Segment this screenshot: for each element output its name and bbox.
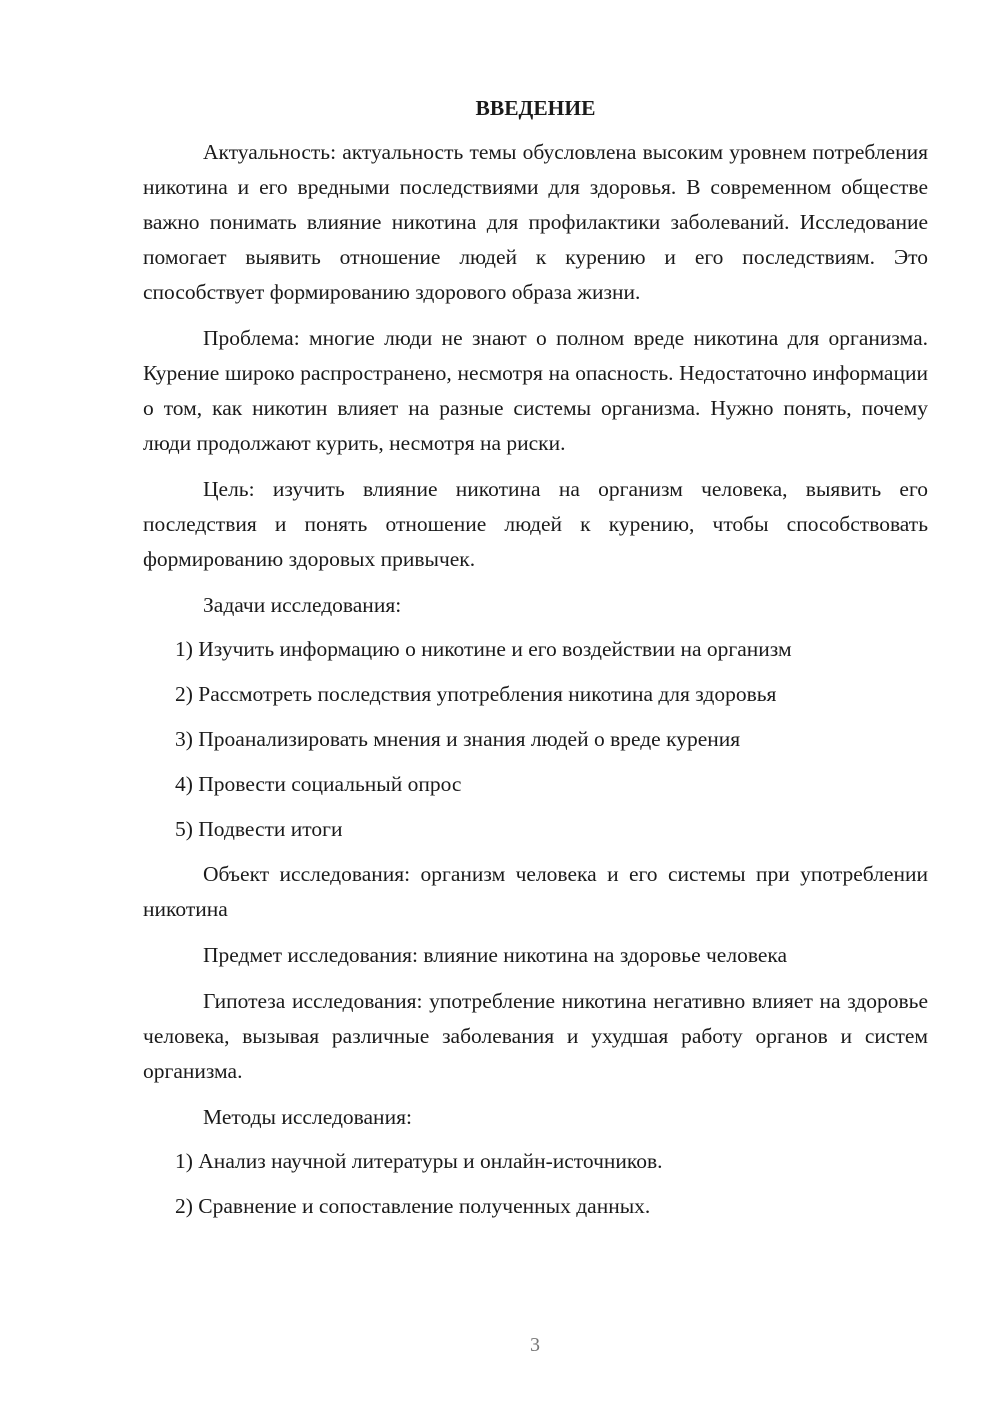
list-item: 4) Провести социальный опрос (175, 772, 462, 796)
hypothesis-paragraph: Гипотеза исследования: употребление никотина негативно влияет на здоровье человека, вызывая различные заболевания и ухудшая работу органов и систем организма. (143, 989, 928, 1083)
section-title: ВВЕДЕНИЕ (475, 96, 596, 120)
list-item: 1) Анализ научной литературы и онлайн-источников. (175, 1149, 663, 1173)
list-item: 5) Подвести итоги (175, 817, 343, 841)
methods-list (143, 1144, 928, 1224)
subject-paragraph: Предмет исследования: влияние никотина на здоровье человека (203, 943, 788, 967)
list-item: 2) Сравнение и сопоставление полученных данных. (175, 1194, 651, 1218)
list-item: 3) Проанализировать мнения и знания людей о вреде курения (175, 727, 741, 751)
list-item: 2) Рассмотреть последствия употребления никотина для здоровья (175, 682, 777, 706)
goal-paragraph: Цель: изучить влияние никотина на организм человека, выявить его последствия и понять отношение людей к курению, чтобы способствовать формированию здоровых привычек. (143, 477, 928, 571)
relevance-paragraph: Актуальность: актуальность темы обусловлена высоким уровнем потребления никотина и его вредными последствиями для здоровья. В современном обществе важно понимать влияние никотина для профилактики заболеваний. Исследование помогает выявить отношение людей к курению и его последствиям. Это способствует формированию здорового образа жизни. (143, 140, 928, 304)
list-item: 1) Изучить информацию о никотине и его воздействии на организм (175, 637, 792, 661)
tasks-list (143, 632, 928, 847)
tasks-heading: Задачи исследования: (203, 593, 402, 617)
document-page (143, 93, 928, 1234)
methods-heading: Методы исследования: (203, 1105, 412, 1129)
page-number: 3 (530, 1334, 540, 1356)
problem-paragraph: Проблема: многие люди не знают о полном вреде никотина для организма. Курение широко распространено, несмотря на опасность. Недостаточно информации о том, как никотин влияет на разные системы организма. Нужно понять, почему люди продолжают курить, несмотря на риски. (143, 326, 928, 455)
object-paragraph: Объект исследования: организм человека и его системы при употреблении никотина (143, 862, 928, 921)
